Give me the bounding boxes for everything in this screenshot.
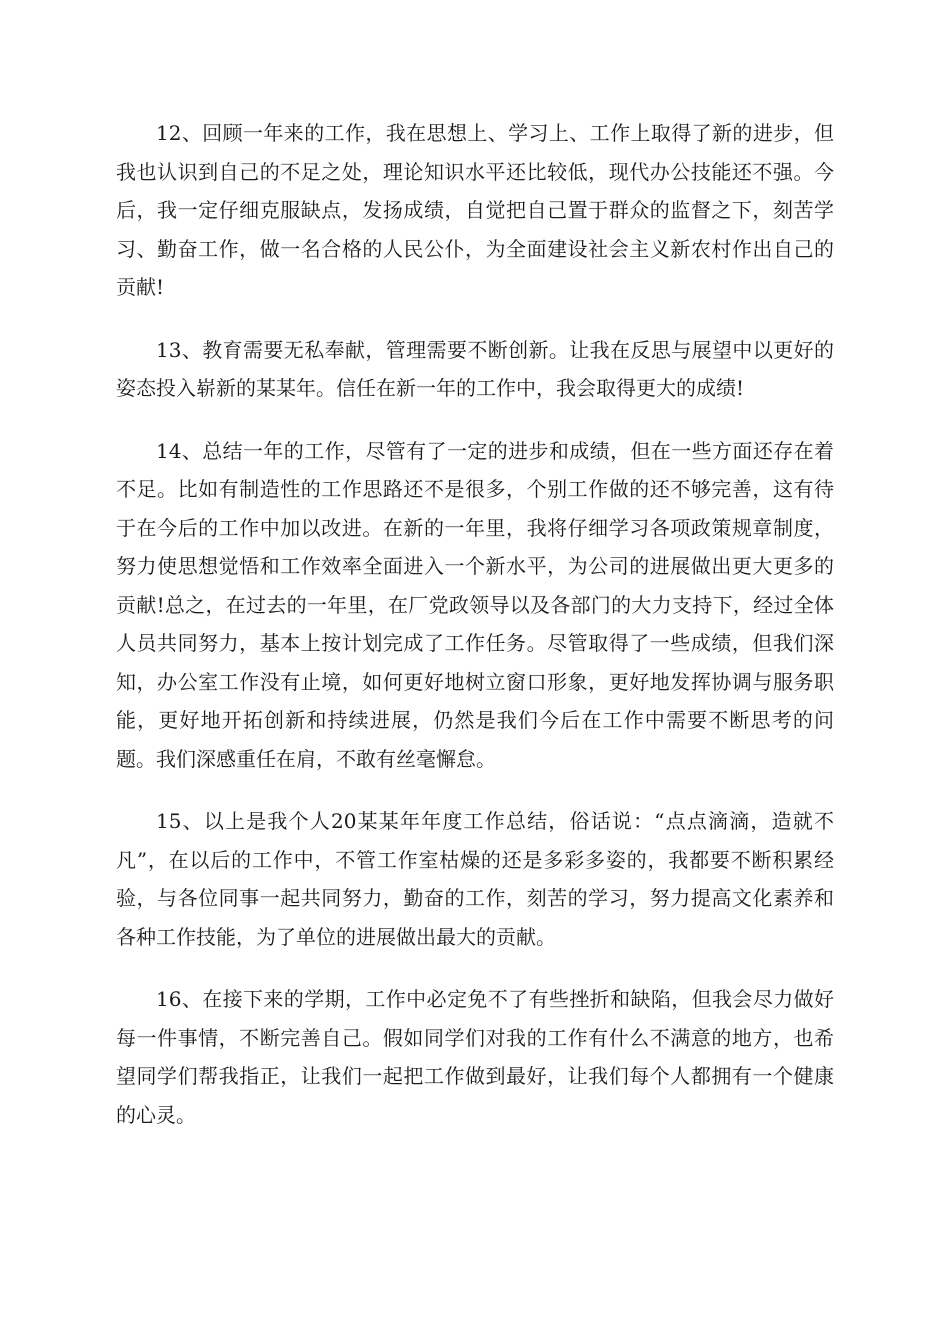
document-body (116, 114, 834, 1158)
paragraph-14: 14、总结一年的工作，尽管有了一定的进步和成绩，但在一些方面还存在着不足。比如有制造性的工作思路还不是很多，个别工作做的还不够完善，这有待于在今后的工作中加以改进。在新的一年里，我将仔细学习各项政策规章制度，努力使思想觉悟和工作效率全面进入一个新水平，为公司的进展做出更大更多的贡献!总之，在过去的一年里，在厂党政领导以及各部门的大力支持下，经过全体人员共同努力，基本上按计划完成了工作任务。尽管取得了一些成绩，但我们深知，办公室工作没有止境，如何更好地树立窗口形象，更好地发挥协调与服务职能，更好地开拓创新和持续进展，仍然是我们今后在工作中需要不断思考的问题。我们深感重任在肩，不敢有丝毫懈怠。 (116, 438, 834, 771)
paragraph-12: 12、回顾一年来的工作，我在思想上、学习上、工作上取得了新的进步，但我也认识到自己的不足之处，理论知识水平还比较低，现代办公技能还不强。今后，我一定仔细克服缺点，发扬成绩，自觉把自己置于群众的监督之下，刻苦学习、勤奋工作，做一名合格的人民公仆，为全面建设社会主义新农村作出自己的贡献! (116, 121, 834, 299)
paragraph-16: 16、在接下来的学期，工作中必定免不了有些挫折和缺陷，但我会尽力做好每一件事情，不断完善自己。假如同学们对我的工作有什么不满意的地方，也希望同学们帮我指正，让我们一起把工作做到最好，让我们每个人都拥有一个健康的心灵。 (116, 987, 834, 1127)
paragraph-15: 15、以上是我个人20某某年年度工作总结，俗话说：“点点滴滴，造就不凡”，在以后的工作中，不管工作室枯燥的还是多彩多姿的，我都要不断积累经验，与各位同事一起共同努力，勤奋的工作，刻苦的学习，努力提高文化素养和各种工作技能，为了单位的进展做出最大的贡献。 (116, 809, 834, 949)
paragraph-13: 13、教育需要无私奉献，管理需要不断创新。让我在反思与展望中以更好的姿态投入崭新的某某年。信任在新一年的工作中，我会取得更大的成绩! (116, 337, 834, 400)
